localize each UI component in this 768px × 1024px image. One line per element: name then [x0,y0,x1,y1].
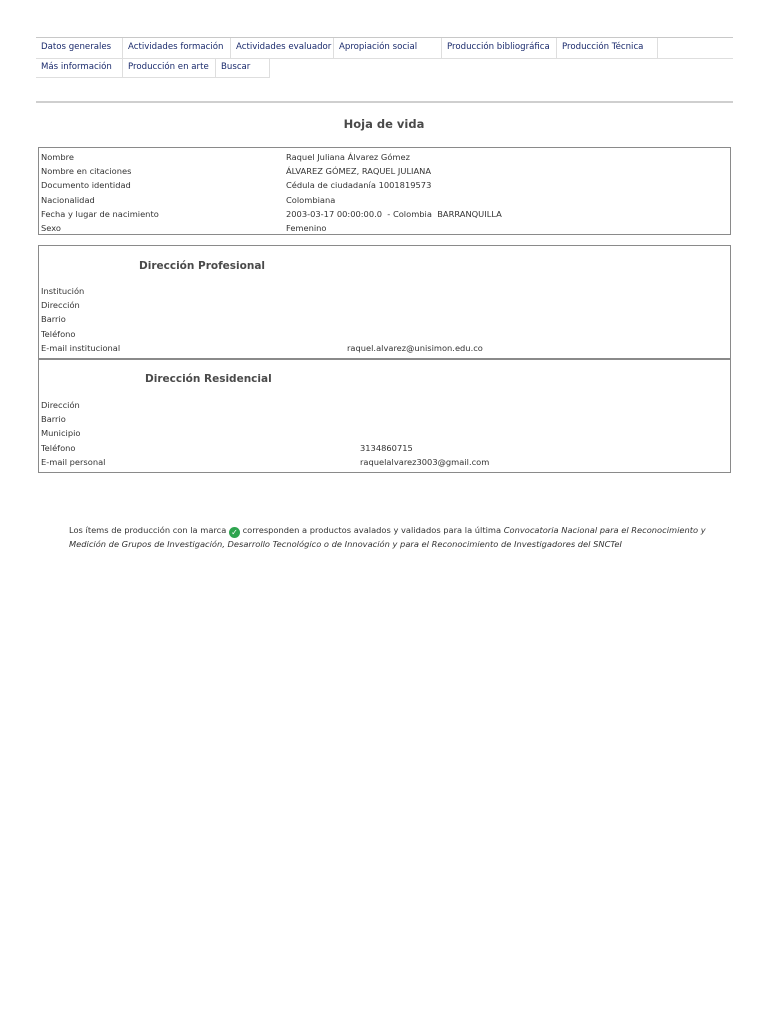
row-label: Municipio [41,428,81,439]
nav-produccion-bibliografica[interactable]: Producción bibliográfica [442,38,557,59]
row-label: Documento identidad [41,180,131,191]
row-label: Teléfono [41,442,76,453]
nav-produccion-tecnica[interactable]: Producción Técnica [557,38,658,59]
row-label: Teléfono [41,328,76,339]
info-row [39,341,730,355]
row-label: Dirección [41,300,80,311]
header-separator [36,101,733,103]
info-row [39,327,730,341]
row-value: 3134860715 [360,442,413,453]
nav-actividades-formacion[interactable]: Actividades formación [123,38,231,59]
section-title: Dirección Residencial [145,373,272,385]
nav-row-2 [36,58,733,78]
professional-address-section [38,245,731,359]
info-row [39,426,730,440]
residential-address-section [38,359,731,473]
info-row [39,284,730,298]
row-label: E-mail personal [41,456,106,467]
nav-row-1 [36,38,733,58]
section-rows [39,398,730,469]
row-value: raquelalvarez3003@gmail.com [360,456,490,467]
row-value: ÁLVAREZ GÓMEZ, RAQUEL JULIANA [286,166,432,177]
check-icon: ✓ [229,527,240,538]
nav-actividades-evaluador[interactable]: Actividades evaluador [231,38,334,59]
row-value: 2003-03-17 00:00:00.0 - Colombia BARRANQUILLA [286,208,502,219]
nav-spacer-2 [270,58,733,78]
row-label: Nacionalidad [41,194,95,205]
row-label: Nombre en citaciones [41,166,132,177]
row-label: Fecha y lugar de nacimiento [41,208,159,219]
section-title: Dirección Profesional [139,260,266,272]
row-value: Cédula de ciudadanía 1001819573 [286,180,432,191]
page-title: Hoja de vida [343,117,425,131]
nav-apropiacion-social[interactable]: Apropiación social [334,38,442,59]
general-info-table [38,147,731,235]
section-rows [39,284,730,355]
info-row [39,412,730,426]
info-row [39,312,730,326]
row-value: Colombiana [286,194,336,205]
nav-mas-informacion[interactable]: Más información [36,58,123,78]
info-row [39,207,730,221]
validation-note [69,524,719,551]
info-row [39,221,730,235]
nav-datos-generales[interactable]: Datos generales [36,38,123,59]
row-label: Nombre [41,152,74,162]
info-row [39,193,730,207]
row-label: Dirección [41,400,80,410]
nav-buscar[interactable]: Buscar [216,58,270,78]
note-text-before: Los ítems de producción con la marca [69,525,229,535]
info-row [39,455,730,469]
row-label: Institución [41,286,85,296]
note-italic-text: Convocatoria Nacional para el Reconocimiento y Medición de Grupos de Investigación, Desarrollo Tecnológico o de Innovación y para el Reconocimiento de Investigadores del SNCTeI [69,525,706,549]
info-row [39,398,730,412]
row-label: Sexo [41,222,61,233]
row-value: Raquel Juliana Álvarez Gómez [286,152,410,162]
nav-spacer [658,38,733,59]
nav-produccion-arte[interactable]: Producción en arte [123,58,216,78]
info-row [39,298,730,312]
info-row [39,164,730,178]
top-navigation [36,37,733,78]
info-row [39,441,730,455]
row-label: Barrio [41,314,66,325]
row-label: Barrio [41,414,66,425]
note-text-after: corresponden a productos avalados y validados para la última [239,525,504,535]
info-row [39,178,730,192]
row-value: Femenino [286,222,327,233]
row-label: E-mail institucional [41,342,121,353]
row-value: raquel.alvarez@unisimon.edu.co [347,342,483,353]
info-row [39,150,730,164]
